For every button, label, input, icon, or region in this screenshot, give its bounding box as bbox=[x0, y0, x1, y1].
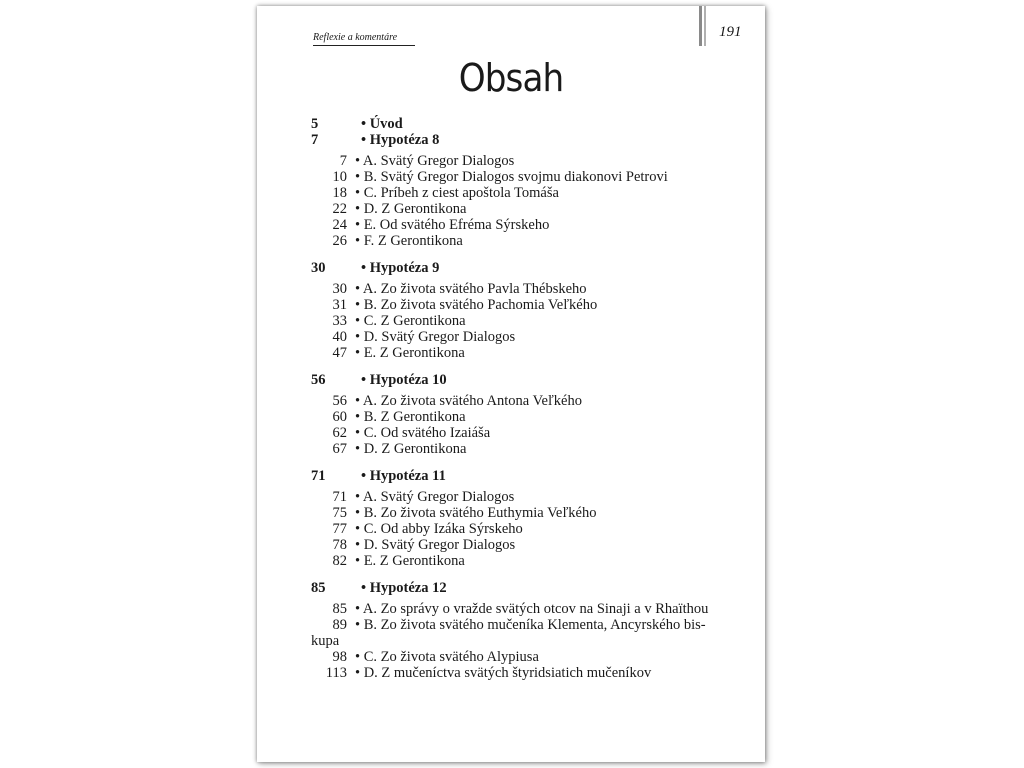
running-head: Reflexie a komentáre bbox=[313, 32, 415, 46]
toc-section-page: 71 bbox=[311, 468, 326, 484]
toc-entry-title: • F. Z Gerontikona bbox=[355, 233, 463, 249]
toc-entry-title: • B. Svätý Gregor Dialogos svojmu diakonovi Petrovi bbox=[355, 169, 668, 185]
toc-entry-page: 47 bbox=[332, 345, 347, 361]
toc-entry-title: • C. Zo života svätého Alypiusa bbox=[355, 649, 539, 665]
table-of-contents bbox=[311, 116, 741, 681]
toc-entry-page: 26 bbox=[332, 233, 347, 249]
toc-entry[interactable] bbox=[311, 537, 741, 553]
toc-entry[interactable] bbox=[311, 617, 741, 633]
toc-entry-page: 75 bbox=[332, 505, 347, 521]
toc-entry[interactable] bbox=[311, 345, 741, 361]
toc-entry-page: 56 bbox=[332, 393, 347, 409]
toc-section[interactable] bbox=[311, 260, 741, 276]
toc-entry[interactable] bbox=[311, 393, 741, 409]
toc-section[interactable] bbox=[311, 116, 741, 132]
toc-entry[interactable] bbox=[311, 201, 741, 217]
toc-entry-page: 10 bbox=[332, 169, 347, 185]
toc-entry-page: 40 bbox=[332, 329, 347, 345]
page-edge-rule bbox=[699, 6, 702, 46]
toc-entry-title: • C. Od svätého Izaiáša bbox=[355, 425, 491, 441]
toc-entry-page: 22 bbox=[332, 201, 347, 217]
toc-entry-page: 78 bbox=[332, 537, 347, 553]
toc-entry-page: 60 bbox=[332, 409, 347, 425]
toc-section-page: 7 bbox=[311, 132, 319, 148]
toc-entry[interactable] bbox=[311, 601, 741, 617]
toc-entry-page: 7 bbox=[339, 153, 347, 169]
toc-entry[interactable] bbox=[311, 489, 741, 505]
toc-entry-title: • A. Svätý Gregor Dialogos bbox=[355, 489, 515, 505]
page-edge-rule-thin bbox=[704, 6, 706, 46]
toc-entry[interactable] bbox=[311, 233, 741, 249]
toc-entry-title: • A. Zo života svätého Pavla Thébskeho bbox=[355, 281, 587, 297]
toc-entry[interactable] bbox=[311, 425, 741, 441]
toc-entry-page: 24 bbox=[332, 217, 347, 233]
toc-entry-title: • D. Z Gerontikona bbox=[355, 441, 467, 457]
toc-entry-page: 89 bbox=[332, 617, 347, 633]
toc-entry-title: • E. Z Gerontikona bbox=[355, 345, 465, 361]
toc-section-page: 56 bbox=[311, 372, 326, 388]
toc-entry-title: • A. Svätý Gregor Dialogos bbox=[355, 153, 515, 169]
toc-section-page: 30 bbox=[311, 260, 326, 276]
toc-entry[interactable] bbox=[311, 281, 741, 297]
toc-entry-page: 33 bbox=[332, 313, 347, 329]
toc-entry-page: 85 bbox=[332, 601, 347, 617]
toc-section-page: 85 bbox=[311, 580, 326, 596]
toc-entry-page: 30 bbox=[332, 281, 347, 297]
toc-entry[interactable] bbox=[311, 505, 741, 521]
toc-entry-title: • E. Od svätého Efréma Sýrskeho bbox=[355, 217, 550, 233]
toc-section-title: • Hypotéza 12 bbox=[361, 580, 447, 596]
toc-section[interactable] bbox=[311, 372, 741, 388]
toc-entry-title: • D. Svätý Gregor Dialogos bbox=[355, 329, 516, 345]
toc-entry[interactable] bbox=[311, 217, 741, 233]
toc-entry[interactable] bbox=[311, 313, 741, 329]
toc-section-title: • Hypotéza 9 bbox=[361, 260, 440, 276]
toc-entry[interactable] bbox=[311, 153, 741, 169]
toc-entry-page: 82 bbox=[332, 553, 347, 569]
toc-entry[interactable] bbox=[311, 665, 741, 681]
toc-entry-page: 113 bbox=[325, 665, 347, 681]
toc-section-title: • Hypotéza 11 bbox=[361, 468, 446, 484]
toc-entry[interactable] bbox=[311, 553, 741, 569]
toc-entry-title: • B. Zo života svätého Euthymia Veľkého bbox=[355, 505, 597, 521]
toc-entry-page: 67 bbox=[332, 441, 347, 457]
toc-section[interactable] bbox=[311, 132, 741, 148]
toc-entry[interactable] bbox=[311, 409, 741, 425]
toc-section-title: • Hypotéza 8 bbox=[361, 132, 440, 148]
toc-section[interactable] bbox=[311, 468, 741, 484]
toc-entry[interactable] bbox=[311, 649, 741, 665]
toc-entry[interactable] bbox=[311, 441, 741, 457]
toc-entry-title: • C. Z Gerontikona bbox=[355, 313, 466, 329]
toc-entry[interactable] bbox=[311, 329, 741, 345]
toc-entry-page: 71 bbox=[332, 489, 347, 505]
book-page bbox=[257, 6, 765, 762]
toc-entry-page: 18 bbox=[332, 185, 347, 201]
toc-entry-title: • C. Príbeh z ciest apoštola Tomáša bbox=[355, 185, 559, 201]
toc-entry[interactable] bbox=[311, 297, 741, 313]
toc-entry-page: 31 bbox=[332, 297, 347, 313]
toc-entry-continuation: kupa bbox=[311, 633, 340, 649]
page-title: Obsah bbox=[458, 56, 564, 100]
toc-entry-page: 77 bbox=[332, 521, 347, 537]
toc-section-title: • Hypotéza 10 bbox=[361, 372, 447, 388]
toc-section-page: 5 bbox=[311, 116, 319, 132]
toc-entry-title: • D. Z mučeníctva svätých štyridsiatich mučeníkov bbox=[355, 665, 652, 681]
toc-section-title: • Úvod bbox=[361, 116, 403, 132]
toc-entry-title: • C. Od abby Izáka Sýrskeho bbox=[355, 521, 523, 537]
toc-entry[interactable] bbox=[311, 185, 741, 201]
toc-entry-title: • A. Zo správy o vražde svätých otcov na Sinaji a v Rhaïthou bbox=[355, 601, 709, 617]
page-number: 191 bbox=[719, 24, 742, 40]
toc-entry-title: • A. Zo života svätého Antona Veľkého bbox=[355, 393, 582, 409]
toc-entry[interactable] bbox=[311, 521, 741, 537]
toc-entry-title: • B. Z Gerontikona bbox=[355, 409, 466, 425]
toc-entry[interactable] bbox=[311, 169, 741, 185]
toc-entry-title: • D. Z Gerontikona bbox=[355, 201, 467, 217]
toc-entry-page: 98 bbox=[332, 649, 347, 665]
toc-section[interactable] bbox=[311, 580, 741, 596]
toc-entry-title: • B. Zo života svätého Pachomia Veľkého bbox=[355, 297, 598, 313]
toc-entry-title: • E. Z Gerontikona bbox=[355, 553, 465, 569]
toc-entry-title: • B. Zo života svätého mučeníka Klementa, Ancyrského bis- bbox=[355, 617, 706, 633]
toc-entry-title: • D. Svätý Gregor Dialogos bbox=[355, 537, 516, 553]
toc-entry-page: 62 bbox=[332, 425, 347, 441]
